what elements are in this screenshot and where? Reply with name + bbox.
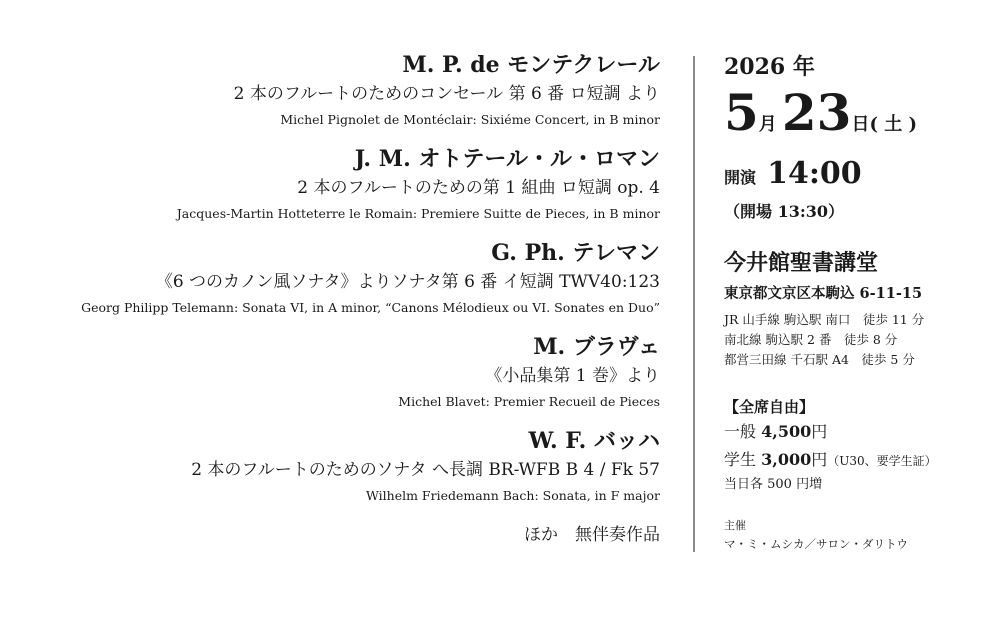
program-list [40,50,660,548]
work-title-japanese: 2 本のフルートのためのソナタ へ長調 BR-WFB B 4 / Fk 57 [191,460,660,480]
student-label: 学生 [724,450,757,469]
composer-name: G. Ph. テレマン [491,240,660,266]
composer-name: W. F. バッハ [528,428,660,454]
composer-name: J. M. オトテール・ル・ロマン [354,146,660,172]
event-year: 2026 年 [724,54,815,80]
work-title-japanese: 《6 つのカノン風ソナタ》よりソナタ第 6 番 イ短調 TWV40:123 [155,272,660,292]
composer-name: M. P. de モンテクレール [402,52,660,78]
performance-label: 開演 [724,168,757,187]
access-line: 南北線 駒込駅 2 番 徒歩 8 分 [724,332,898,347]
work-title-japanese: 2 本のフルートのためのコンセール 第 6 番 ロ短調 より [233,84,660,104]
work-title-english: Georg Philipp Telemann: Sonata VI, in A minor, “Canons Mélodieux ou VI. Sonates en Duo” [81,300,660,315]
composer-name: M. ブラヴェ [533,334,660,360]
organizer-label: 主催 [724,519,746,532]
venue-name: 今井館聖書講堂 [724,250,879,276]
vertical-divider [693,56,695,552]
student-amount: 3,000 [761,450,812,469]
event-weekday: ( 土 ) [869,114,918,135]
performance-time: 14:00 [767,156,862,191]
organizer-name: マ・ミ・ムシカ／サロン・ダリトウ [724,537,908,551]
currency: 円 [811,422,828,441]
access-line: JR 山手線 駒込駅 南口 徒歩 11 分 [724,312,925,327]
month-unit: 月 [758,114,777,135]
performance-time-line [724,156,994,191]
day-unit: 日 [851,114,870,135]
program-piece-wf-bach [40,426,660,508]
event-day: 23 [781,83,852,142]
program-piece-blavet [40,332,660,414]
program-piece-hotteterre [40,144,660,226]
venue-address: 東京都文京区本駒込 6-11-15 [724,285,923,302]
student-price [724,446,994,475]
other-works: ほか 無伴奏作品 [524,525,660,545]
event-month: 5 [724,83,759,142]
same-day-surcharge: 当日各 500 円増 [724,477,823,492]
doors-open: （開場 13:30） [724,202,845,221]
work-title-english: Jacques-Martin Hotteterre le Romain: Premiere Suitte de Pieces, in B minor [176,206,660,221]
work-title-japanese: 《小品集第 1 巻》より [485,366,660,386]
venue-access [724,310,994,370]
work-title-english: Michel Blavet: Premier Recueil de Pieces [398,394,660,409]
program-piece-telemann [40,238,660,320]
event-info [724,52,994,553]
general-label: 一般 [724,422,757,441]
access-line: 都営三田線 千石駅 A4 徒歩 5 分 [724,352,915,367]
student-note: （U30、要学生証） [827,454,937,468]
work-title-english: Wilhelm Friedemann Bach: Sonata, in F major [366,488,660,503]
currency: 円 [811,450,828,469]
event-date [724,83,994,152]
seating-type: 【全席自由】 [724,398,815,416]
general-price [724,418,994,446]
work-title-japanese: 2 本のフルートのための第 1 組曲 ロ短調 op. 4 [297,178,660,198]
work-title-english: Michel Pignolet de Montéclair: Sixiéme Concert, in B minor [280,112,660,127]
program-piece-montéclair [40,50,660,132]
general-amount: 4,500 [761,422,812,441]
